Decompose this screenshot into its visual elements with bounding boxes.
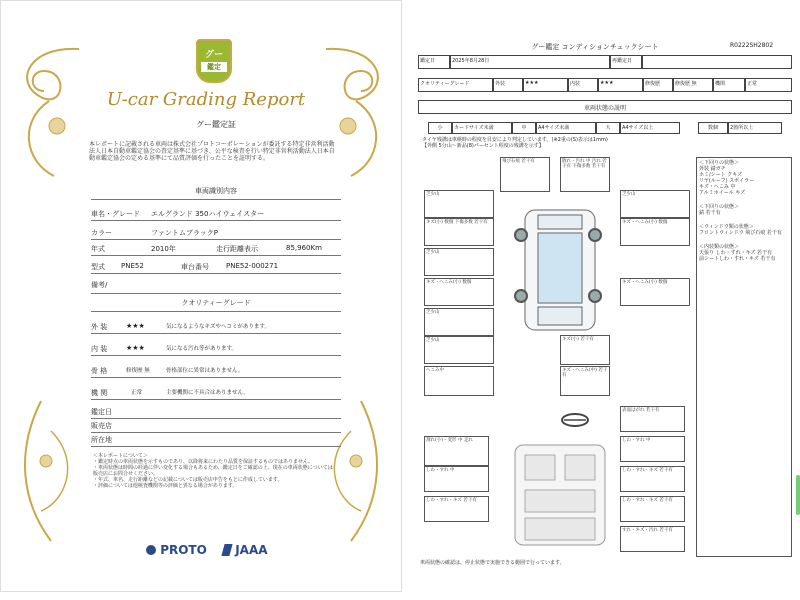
size-mid: 中 [512,122,536,134]
state-title: 車両状態の説明 [418,100,792,114]
size-count: 数個 [698,122,728,134]
damage-box: 割れ(小)・変形 中 走れ [424,436,489,466]
size-small: 小 [428,122,452,134]
size-large: 大 [596,122,620,134]
grade-label: 機 関 [91,389,108,397]
damage-box: 表面はがれ 若干有 [620,406,685,432]
note-line: ＜内装類の状態＞ [699,244,740,250]
damage-box: キズ(小) 若干有 [560,335,610,365]
size-note2: 【外側 5分山〜新品(8)パーセント程度の残溝を示す】 [422,143,544,149]
damage-box: 乏少山 [424,248,494,276]
damage-box: 乏少山 [424,308,494,336]
sign-label: 販売店 [91,422,112,430]
engine-value: 正常 [745,78,792,92]
sign-label: 鑑定日 [91,408,112,416]
note-line: ＜下回りの状態＞ [699,160,740,166]
proto-logo [146,543,207,557]
wheel-front-left-icon [514,228,528,242]
badge-line1: グー [204,50,223,60]
condition-check-sheet [410,0,800,590]
note-line: 外装 錆ガチ [699,166,726,172]
redate-label: 再鑑定日 [610,55,642,69]
damage-box: 乏少山 [620,190,690,218]
note-item: ・年式、車名、走行距離などの記載については販売店申告をもとに作成しています。 [93,477,283,483]
intro-text: 本レポートに記載される車両は株式会社プロトコーポレーションが委託する特定非営利活動法人日本自動車鑑定協会の査定基準に基づき、公平な検査を行い特定非営利活動法人日本自動車鑑定協会の定める基準にて品質評価を行ったことを証明する。 [89,141,335,162]
redate-value [642,55,792,69]
note-line: ＜ウィンドウ類の状態＞ [699,224,754,230]
note-line: フロントウィンドウ 飛び石痕 若干有 [699,230,782,236]
damage-box: キズ・へこみ(中) 若干有 [560,366,610,396]
quality-title: クオリティーグレード [91,298,341,312]
row-label2: 車台番号 [181,263,209,271]
proto-logo-icon [146,545,156,555]
grading-report-certificate [0,0,402,592]
note-line: 前シートしわ・すれ・キズ 若干有 [699,256,776,262]
scroll-indicator[interactable] [796,475,800,515]
row-value: PNE52 [121,262,144,270]
int-label: 内装 [568,78,598,92]
doc-id: R0222SH2802 [730,42,774,49]
note-line: 錆 若干有 [699,210,721,216]
badge-line2: 鑑定 [201,62,227,72]
size-mid-desc: A4サイズ未満 [536,122,596,134]
damage-box: キズ・へこみ(小) 数個 [620,218,690,246]
row-value: ファントムブラックP [151,229,218,237]
size-large-desc: A4サイズ以上 [620,122,680,134]
row-color [91,225,341,240]
damage-box: 飛び石痕 若干有 [500,157,550,192]
grade-label: 骨 格 [91,367,108,375]
damage-box: しわ・すれ・キズ 若干有 [620,496,685,522]
grade-label: 内 装 [91,345,108,353]
grade-stars: 正常 [131,390,143,396]
jaaa-logo [223,543,268,557]
note-line: アルミホイール キズ [699,190,746,196]
row-year [91,241,341,256]
note-line: キズ・へこみ 中 [699,184,736,190]
grade-label: 外 装 [91,323,108,331]
grade-engine [91,385,341,400]
note-item: ・評価については他検査機関等の評価と異なる場合があります。 [93,483,238,489]
certificate-title: グー鑑定証 [196,120,236,129]
row-value2: 85,960Km [286,244,322,252]
row-label: 車名・グレード [91,210,140,218]
int-value: ★★★ [598,78,643,92]
row-value: 2010年 [151,245,176,253]
notes-column [696,157,792,557]
damage-box: 乏少山 [424,190,494,218]
damage-box: キズ・へこみ(小) 数個 [620,278,690,306]
size-note: タイヤ残溝は車検時の程度を目安により判定しています。(※2重の(S)表示は1mm) [422,137,608,143]
repair-value: 修復歴 無 [673,78,713,92]
size-small-desc: カードサイズ未満 [452,122,512,134]
engine-label: 機関 [713,78,745,92]
date-value: 2025年8月28日 [450,55,610,69]
damage-box: しわ・すれ 中 [620,436,685,462]
date-label: 鑑定日 [418,55,450,69]
damage-box: しわ・すれ・キズ 若干有 [620,466,685,492]
sheet-title: グー鑑定 コンディションチェックシート [531,43,659,51]
wheel-front-right-icon [588,228,602,242]
grade-stars: 修復歴 無 [126,368,150,374]
grade-note: 骨格部位に異常はありません。 [166,368,244,374]
car-interior-diagram [505,440,615,550]
row-label: カラー [91,229,112,237]
note-item: ・鑑定時点の車両状態を示すものであり、以降将来にわたり品質を保証するものではありません。 [93,459,314,465]
damage-box: しわ・すれ・キズ 若干有 [424,496,489,522]
grade-interior [91,341,341,356]
row-car-name [91,206,341,221]
grade-frame [91,363,341,378]
row-value: エルグランド 350ハイウェイスター [151,210,265,218]
car-top-view-diagram [510,205,610,335]
section-title: 車両識別内容 [91,186,341,200]
notes-title: ＜本レポートについて＞ [93,453,148,459]
grade-note: 気になる汚れ等があります。 [166,346,238,352]
grade-note: 気になるようなキズやヘコミがあります。 [166,324,270,330]
grade-exterior [91,319,341,334]
damage-box: へこみ中 [424,366,494,396]
row-label2: 走行距離表示 [216,245,258,253]
sign-label: 所在地 [91,436,112,444]
script-title: U-car Grading Report [106,89,306,110]
grade-stars: ★★★ [126,322,145,330]
wheel-rear-left-icon [514,289,528,303]
note-line: 天張り しわ・すれ・キズ 若干有 [699,250,773,256]
note-line: リヤ(ルーフ) スポイラー [699,178,755,184]
damage-box: しわ・すれ 中 [424,466,489,492]
sign-row-shop [91,420,341,433]
sign-row-date [91,406,341,419]
row-model [91,259,341,274]
damage-box: すれ・キズ・汚れ 若干有 [620,526,685,552]
notes-block [93,453,333,489]
quality-label: クオリティーグレード [418,78,493,92]
row-remarks [91,277,341,294]
note-item: ・車両状態は時間の経過に伴い変化する場合もあるため、鑑定日をご確認の上、現在の車両状態については販売店にお問合せください。 [93,465,333,477]
jaaa-logo-icon [221,544,232,556]
grade-note: 主要機関に不具合はありません。 [166,390,249,396]
damage-box: 乏少山 [424,336,494,364]
damage-box: 散れ・汚れ 中 汚れ 若干有 下傷多数 若干有 [560,157,610,192]
repair-label: 修復歴 [643,78,673,92]
damage-box: キズ・へこみ(小) 数個 [424,278,494,306]
ext-label: 外装 [493,78,523,92]
sign-row-address [91,434,341,447]
proto-logo-text: PROTO [160,543,207,557]
row-label: 備考/ [91,281,108,289]
note-line: ホミ/シート クキズ [699,172,743,178]
wheel-rear-right-icon [588,289,602,303]
jaaa-logo-text: JAAA [235,543,268,557]
size-count-desc: 2箇所以上 [728,122,782,134]
corner-ornament-bottom-left [11,391,101,551]
row-label: 年式 [91,245,105,253]
note-line: ＜下回りの状態＞ [699,204,740,210]
goo-badge-icon [196,39,232,83]
damage-box: キズ(小) 数個 下傷多数 若干有 [424,218,494,246]
sheet-footer: 車両状態の確認は、停止状態で実施できる範囲で行っています。 [420,560,565,566]
row-label: 型式 [91,263,105,271]
steering-wheel-icon [560,412,590,428]
ext-value: ★★★ [523,78,568,92]
grade-stars: ★★★ [126,344,145,352]
row-value2: PNE52-000271 [226,262,279,270]
